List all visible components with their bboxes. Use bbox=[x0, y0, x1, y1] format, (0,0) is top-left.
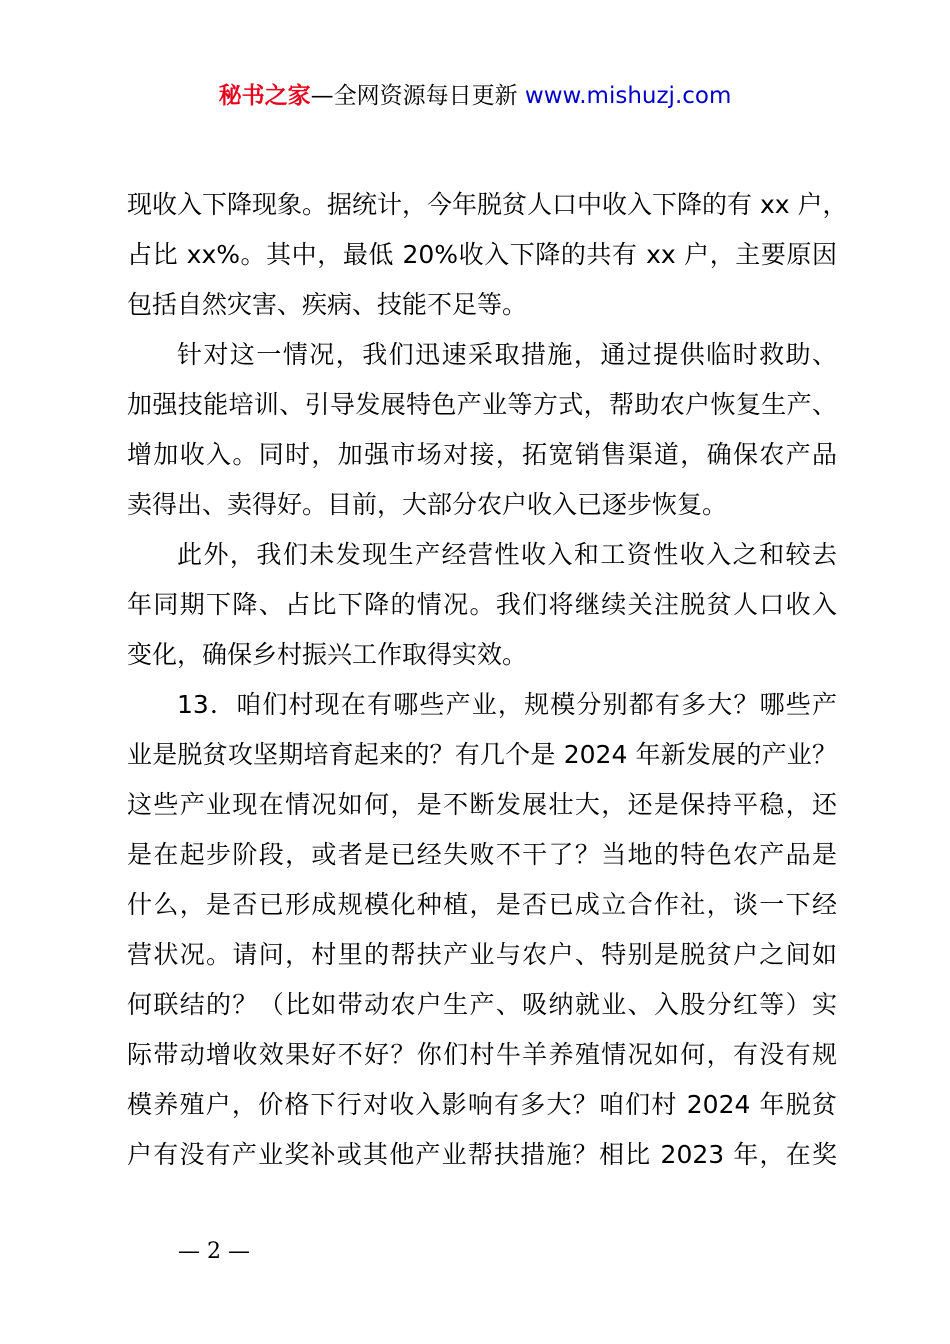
site-url-link[interactable]: www.mishuzj.com bbox=[524, 83, 732, 109]
text-line: 占比 xx%。其中，最低 20%收入下降的共有 xx 户，主要原因 bbox=[127, 240, 837, 269]
text-line: 加强技能培训、引导发展特色产业等方式，帮助农户恢复生产、 bbox=[127, 390, 837, 419]
text-line: 业是脱贫攻坚期培育起来的？有几个是 2024 年新发展的产业？ bbox=[127, 740, 837, 769]
text-line: 际带动增收效果好不好？你们村牛羊养殖情况如何，有没有规 bbox=[127, 1040, 837, 1069]
text-line: 模养殖户，价格下行对收入影响有多大？咱们村 2024 年脱贫 bbox=[127, 1090, 837, 1119]
text-line: 户有没有产业奖补或其他产业帮扶措施？相比 2023 年，在奖 bbox=[127, 1140, 837, 1169]
document-body bbox=[127, 180, 848, 1180]
page-header bbox=[0, 80, 950, 112]
brand-name: 秘书之家 bbox=[218, 83, 311, 109]
text-line: 针对这一情况，我们迅速采取措施，通过提供临时救助、 bbox=[177, 340, 837, 369]
text-line: 是在起步阶段，或者是已经失败不干了？当地的特色农产品是 bbox=[127, 840, 837, 869]
text-line: 营状况。请问，村里的帮扶产业与农户、特别是脱贫户之间如 bbox=[127, 940, 837, 969]
text-line: 这些产业现在情况如何，是不断发展壮大，还是保持平稳，还 bbox=[127, 790, 837, 819]
text-line: 包括自然灾害、疾病、技能不足等。 bbox=[127, 290, 528, 319]
text-line: 卖得出、卖得好。目前，大部分农户收入已逐步恢复。 bbox=[127, 490, 728, 519]
text-line: 增加收入。同时，加强市场对接，拓宽销售渠道，确保农产品 bbox=[127, 440, 837, 469]
text-line: 此外，我们未发现生产经营性收入和工资性收入之和较去 bbox=[177, 540, 837, 569]
text-line: 13．咱们村现在有哪些产业，规模分别都有多大？哪些产 bbox=[177, 690, 837, 719]
header-tagline: —全网资源每日更新 bbox=[310, 83, 518, 109]
text-line: 何联结的？（比如带动农户生产、吸纳就业、入股分红等）实 bbox=[127, 990, 837, 1019]
text-line: 年同期下降、占比下降的情况。我们将继续关注脱贫人口收入 bbox=[127, 590, 837, 619]
text-line: 变化，确保乡村振兴工作取得实效。 bbox=[127, 640, 528, 669]
page-number: — 2 — bbox=[178, 1239, 250, 1264]
text-line: 现收入下降现象。据统计，今年脱贫人口中收入下降的有 xx 户， bbox=[127, 190, 848, 219]
text-line: 什么，是否已形成规模化种植，是否已成立合作社，谈一下经 bbox=[127, 890, 837, 919]
